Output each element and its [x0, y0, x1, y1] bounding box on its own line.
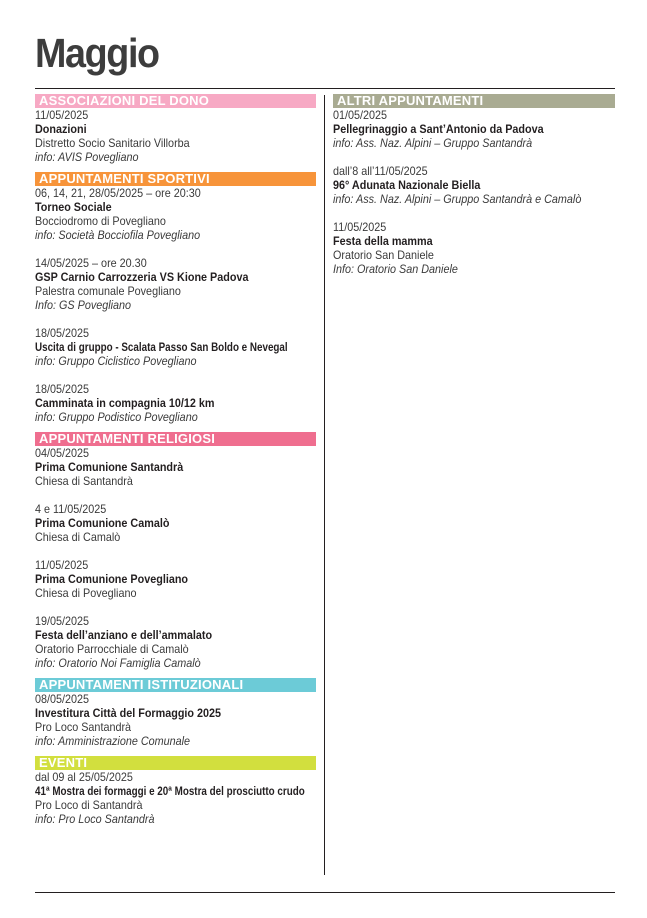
event-title: Festa della mamma [333, 234, 433, 248]
top-rule [35, 88, 615, 89]
event-date: 18/05/2025 [35, 326, 90, 340]
event-item [35, 770, 316, 826]
left-column [35, 94, 316, 834]
event-title: Uscita di gruppo - Scalata Passo San Boldo e Nevegal [35, 340, 288, 354]
event-place: Chiesa di Santandrà [35, 474, 133, 488]
event-item [35, 558, 316, 600]
event-date: 4 e 11/05/2025 [35, 502, 107, 516]
event-place: Palestra comunale Povegliano [35, 284, 181, 298]
right-column [333, 94, 615, 284]
event-item [35, 692, 316, 748]
section-header-istituzionali: APPUNTAMENTI ISTITUZIONALI [35, 678, 316, 692]
event-date: dall’8 all’11/05/2025 [333, 164, 428, 178]
event-item [35, 256, 316, 312]
event-item [35, 326, 316, 368]
event-item [333, 108, 615, 150]
event-date: 11/05/2025 [35, 108, 89, 122]
event-date: 11/05/2025 [35, 558, 89, 572]
section-eventi [35, 756, 316, 826]
event-title: GSP Carnio Carrozzeria VS Kione Padova [35, 270, 249, 284]
section-sportivi [35, 172, 316, 424]
event-item [333, 220, 615, 276]
event-info: Info: GS Povegliano [35, 298, 132, 312]
event-place: Chiesa di Povegliano [35, 586, 137, 600]
event-place: Bocciodromo di Povegliano [35, 214, 166, 228]
event-date: 14/05/2025 – ore 20.30 [35, 256, 147, 270]
section-istituzionali [35, 678, 316, 748]
event-date: 06, 14, 21, 28/05/2025 – ore 20:30 [35, 186, 201, 200]
event-place: Pro Loco Santandrà [35, 720, 132, 734]
event-place: Oratorio San Daniele [333, 248, 434, 262]
event-info: info: Gruppo Ciclistico Povegliano [35, 354, 197, 368]
event-item [35, 614, 316, 670]
event-info: info: Ass. Naz. Alpini – Gruppo Santandrà e Camalò [333, 192, 582, 206]
section-header-religiosi: APPUNTAMENTI RELIGIOSI [35, 432, 316, 446]
event-date: 19/05/2025 [35, 614, 90, 628]
event-info: info: Amministrazione Comunale [35, 734, 191, 748]
page-title: Maggio [35, 30, 159, 76]
event-date: dal 09 al 25/05/2025 [35, 770, 133, 784]
event-place: Distretto Socio Sanitario Villorba [35, 136, 190, 150]
event-item [35, 446, 316, 488]
event-title: Donazioni [35, 122, 87, 136]
event-item [35, 382, 316, 424]
event-info: info: Pro Loco Santandrà [35, 812, 155, 826]
event-title: Torneo Sociale [35, 200, 112, 214]
event-info: info: AVIS Povegliano [35, 150, 139, 164]
event-date: 01/05/2025 [333, 108, 388, 122]
event-item [35, 186, 316, 242]
event-title: Camminata in compagnia 10/12 km [35, 396, 215, 410]
event-date: 18/05/2025 [35, 382, 90, 396]
event-title: Prima Comunione Camalò [35, 516, 170, 530]
section-header-sportivi: APPUNTAMENTI SPORTIVI [35, 172, 316, 186]
section-header-dono: ASSOCIAZIONI DEL DONO [35, 94, 316, 108]
event-title: Festa dell’anziano e dell’ammalato [35, 628, 213, 642]
event-date: 04/05/2025 [35, 446, 90, 460]
event-info: Info: Oratorio San Daniele [333, 262, 458, 276]
section-dono [35, 94, 316, 164]
event-item [35, 502, 316, 544]
section-religiosi [35, 432, 316, 670]
event-date: 11/05/2025 [333, 220, 387, 234]
event-title: 41ª Mostra dei formaggi e 20ª Mostra del prosciutto crudo [35, 784, 305, 798]
event-title: Prima Comunione Santandrà [35, 460, 184, 474]
event-title: 96° Adunata Nazionale Biella [333, 178, 481, 192]
event-item [35, 108, 316, 164]
section-header-altri: ALTRI APPUNTAMENTI [333, 94, 615, 108]
column-divider [324, 95, 325, 875]
section-header-eventi: EVENTI [35, 756, 316, 770]
section-altri [333, 94, 615, 276]
event-title: Prima Comunione Povegliano [35, 572, 189, 586]
event-title: Investitura Città del Formaggio 2025 [35, 706, 222, 720]
event-place: Pro Loco di Santandrà [35, 798, 143, 812]
bottom-rule [35, 892, 615, 893]
event-info: info: Gruppo Podistico Povegliano [35, 410, 198, 424]
event-date: 08/05/2025 [35, 692, 90, 706]
event-place: Chiesa di Camalò [35, 530, 121, 544]
event-info: info: Società Bocciofila Povegliano [35, 228, 201, 242]
event-title: Pellegrinaggio a Sant’Antonio da Padova [333, 122, 544, 136]
event-place: Oratorio Parrocchiale di Camalò [35, 642, 189, 656]
event-info: info: Ass. Naz. Alpini – Gruppo Santandrà [333, 136, 533, 150]
event-info: info: Oratorio Noi Famiglia Camalò [35, 656, 201, 670]
event-item [333, 164, 615, 206]
